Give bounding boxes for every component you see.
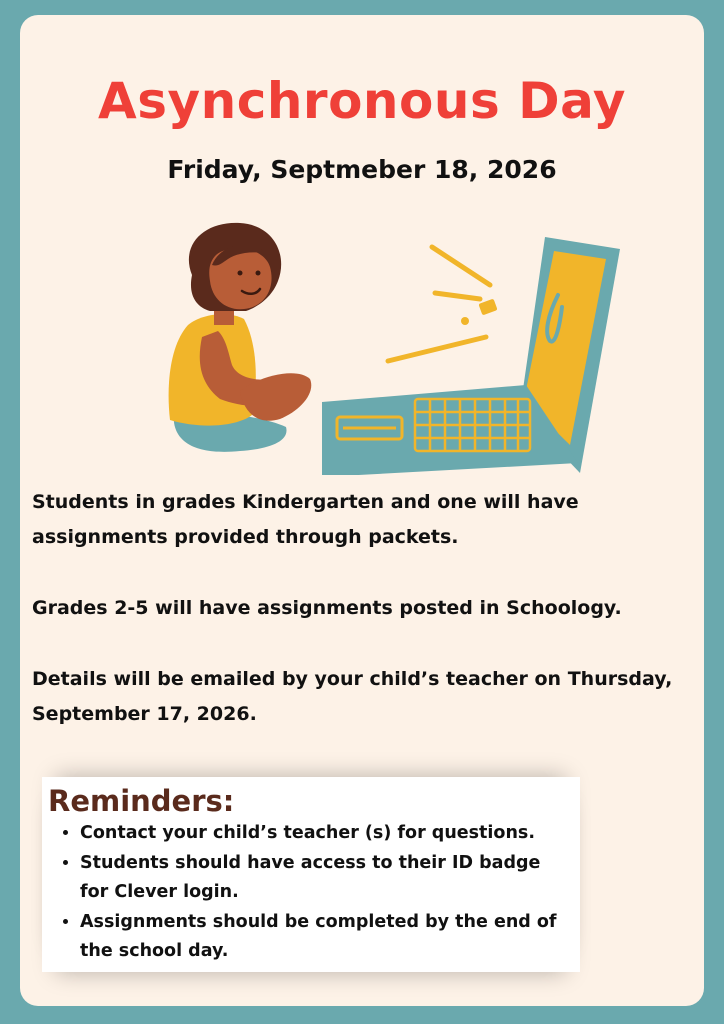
flyer-card bbox=[20, 15, 704, 1006]
motion-dot bbox=[461, 317, 469, 325]
child-eye-right bbox=[256, 271, 261, 276]
reminders-box bbox=[42, 777, 580, 972]
reminder-item: • Contact your child’s teacher (s) for questions. bbox=[80, 819, 568, 849]
reminders-heading: Reminders: bbox=[48, 784, 235, 818]
motion-lines bbox=[388, 247, 490, 361]
paragraph-details: Details will be emailed by your child’s teacher on Thursday, September 17, 2026. bbox=[32, 668, 673, 725]
reminder-item: • Assignments should be completed by the end of the school day. bbox=[80, 908, 568, 967]
motion-square bbox=[478, 299, 497, 316]
paragraph-grades-2-5: Grades 2-5 will have assignments posted in Schoology. bbox=[32, 597, 622, 619]
event-date: Friday, Septmeber 18, 2026 bbox=[167, 155, 557, 184]
body-text bbox=[32, 485, 692, 768]
child-with-laptop-icon bbox=[140, 215, 620, 475]
child-eye-left bbox=[238, 271, 243, 276]
reminder-item: • Students should have access to their ID badge for Clever login. bbox=[80, 849, 568, 908]
page-title: Asynchronous Day bbox=[98, 72, 626, 130]
paragraph-grades-k-1: Students in grades Kindergarten and one will have assignments provided through packets. bbox=[32, 491, 579, 548]
reminders-list bbox=[42, 819, 568, 967]
